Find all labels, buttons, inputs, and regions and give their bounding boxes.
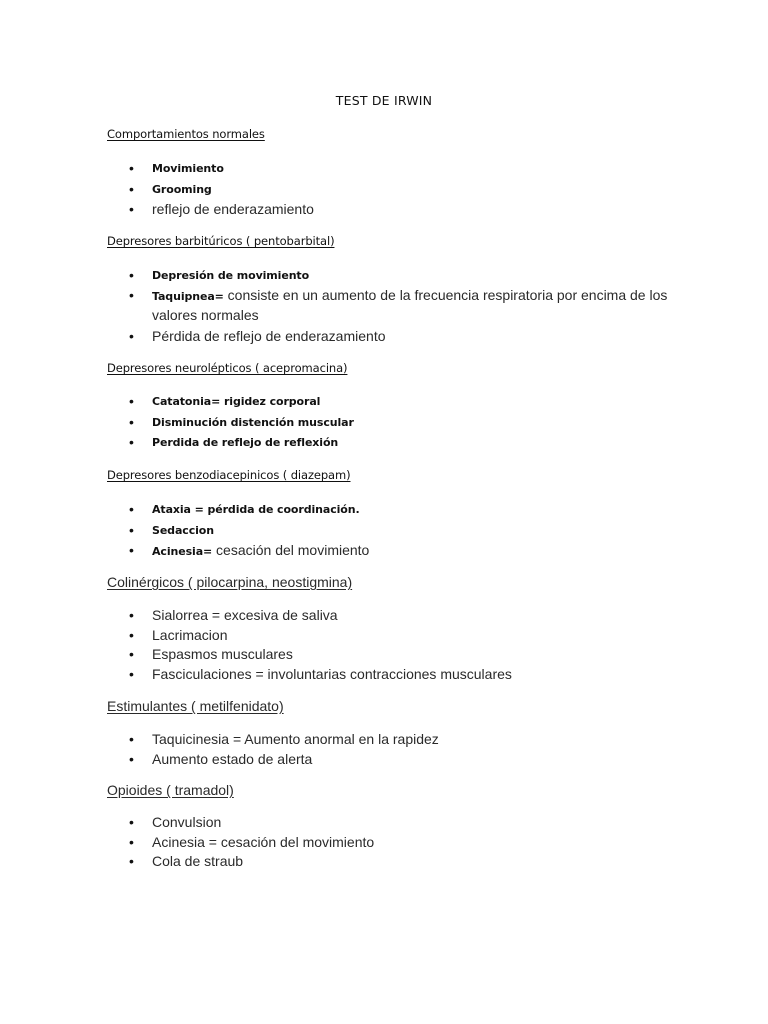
list-depresores-barbituricos	[129, 265, 689, 346]
document-title: TEST DE IRWIN	[335, 93, 433, 108]
list-comportamientos-normales	[129, 158, 689, 220]
list-item: • Espasmos musculares	[129, 645, 689, 665]
list-item: • Catatonia= rigidez corporal	[129, 391, 689, 412]
list-item: • Perdida de reflejo de reflexión	[129, 432, 689, 453]
list-item: • Pérdida de reflejo de enderazamiento	[129, 326, 689, 347]
section-heading-depresores-neurolepticos: Depresores neurolépticos ( acepromacina)	[107, 361, 348, 375]
list-item: • Cola de straub	[129, 852, 689, 872]
section-heading-colinergicos: Colinérgicos ( pilocarpina, neostigmina)	[107, 574, 353, 590]
list-item: • Ataxia = pérdida de coordinación.	[129, 499, 689, 520]
list-item: • Sedaccion	[129, 520, 689, 541]
section-heading-depresores-barbituricos: Depresores barbitúricos ( pentobarbital)	[107, 234, 335, 248]
list-item: • Depresión de movimiento	[129, 265, 689, 286]
list-depresores-benzodiacepinicos	[129, 499, 689, 561]
list-item: • Disminución distención muscular	[129, 412, 689, 433]
list-item: • Fasciculaciones = involuntarias contracciones musculares	[129, 665, 689, 685]
list-item: • Convulsion	[129, 813, 689, 833]
list-item: • Grooming	[129, 179, 689, 200]
list-item: • Aumento estado de alerta	[129, 750, 689, 770]
list-item: • Movimiento	[129, 158, 689, 179]
list-depresores-neurolepticos	[129, 391, 689, 453]
section-heading-comportamientos-normales: Comportamientos normales	[107, 127, 265, 141]
section-heading-estimulantes: Estimulantes ( metilfenidato)	[107, 698, 284, 714]
list-item: • Taquicinesia = Aumento anormal en la rapidez	[129, 730, 689, 750]
list-colinergicos	[129, 606, 689, 684]
list-item: • Taquipnea= consiste en un aumento de la frecuencia respiratoria por encima de los valores normales	[129, 286, 689, 326]
list-item: • Sialorrea = excesiva de saliva	[129, 606, 689, 626]
list-item: • Acinesia = cesación del movimiento	[129, 833, 689, 853]
list-item: • Lacrimacion	[129, 626, 689, 646]
section-heading-opioides: Opioides ( tramadol)	[107, 782, 234, 798]
list-opioides	[129, 813, 689, 872]
section-heading-depresores-benzodiacepinicos: Depresores benzodiacepinicos ( diazepam)	[107, 468, 351, 482]
list-estimulantes	[129, 730, 689, 769]
list-item: • reflejo de enderazamiento	[129, 199, 689, 220]
list-item: • Acinesia= cesación del movimiento	[129, 540, 689, 561]
